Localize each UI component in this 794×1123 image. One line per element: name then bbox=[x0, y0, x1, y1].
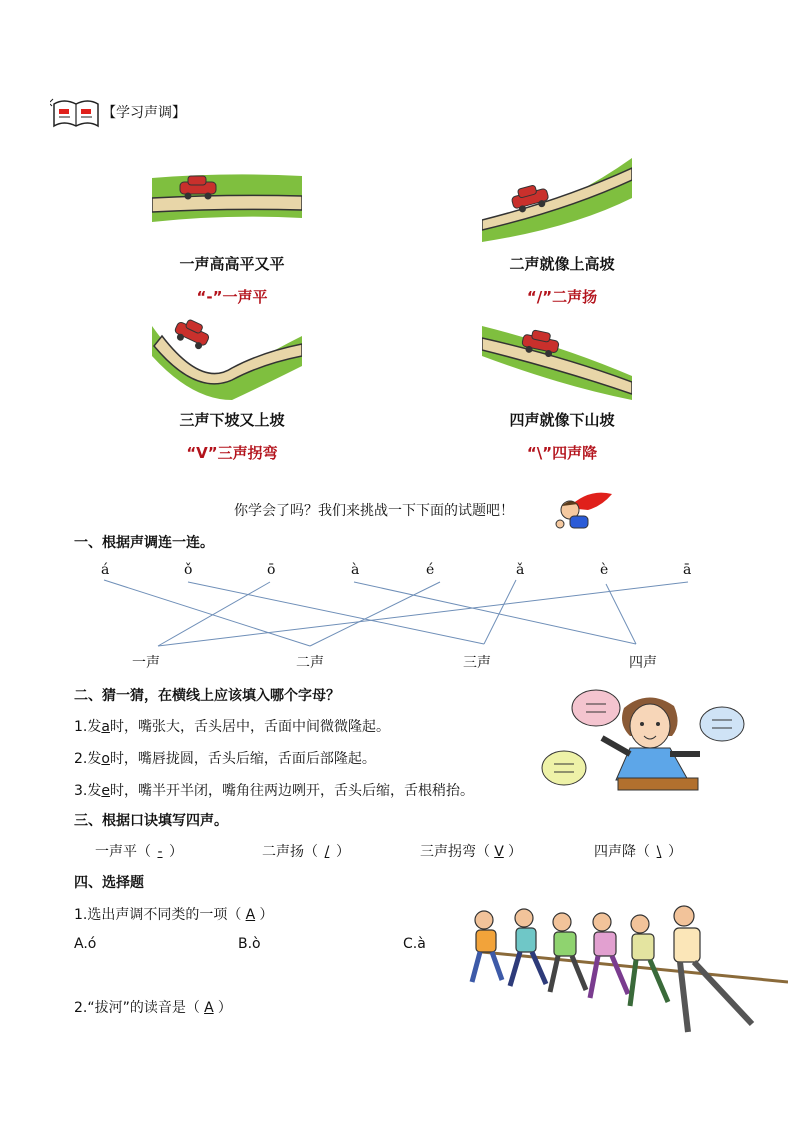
pinyin-8: ā bbox=[683, 562, 692, 578]
item-label: 四声降（ bbox=[594, 844, 650, 860]
answer-blank: A bbox=[245, 907, 256, 923]
tone4-title: 四声就像下山坡 bbox=[509, 411, 615, 429]
tone3-title: 三声下坡又上坡 bbox=[179, 411, 285, 429]
tone3-rule: “V”三声拐弯 bbox=[186, 444, 278, 462]
tone-label-1: 一声 bbox=[132, 655, 160, 671]
q-prefix: 3.发 bbox=[74, 783, 102, 799]
q-prefix: 1.发 bbox=[74, 719, 102, 735]
item-close: ） bbox=[508, 844, 522, 860]
answer-blank: \ bbox=[656, 844, 662, 860]
sec2-question-1 bbox=[74, 716, 390, 736]
q-text: 1.选出声调不同类的一项（ bbox=[74, 907, 242, 923]
answer-blank: A bbox=[204, 1000, 214, 1016]
intro-text: 你学会了吗？我们来挑战一下下面的试题吧！ bbox=[234, 503, 514, 519]
item-close: ） bbox=[336, 844, 350, 860]
section2-title: 二、猜一猜，在横线上应该填入哪个字母？ bbox=[74, 688, 340, 704]
tone1-title: 一声高高平又平 bbox=[179, 255, 285, 273]
pinyin-6: ǎ bbox=[516, 562, 525, 578]
pinyin-5: é bbox=[426, 562, 435, 578]
q-prefix: 2.发 bbox=[74, 751, 102, 767]
tug-of-war-illustration bbox=[462, 902, 788, 1052]
item-close: ） bbox=[668, 844, 682, 860]
tone-label-4: 四声 bbox=[629, 655, 657, 671]
sec2-question-3 bbox=[74, 780, 474, 800]
sec3-item-1 bbox=[95, 841, 183, 861]
option-c: C.à bbox=[403, 936, 426, 952]
sec2-question-2 bbox=[74, 748, 376, 768]
sec3-item-2 bbox=[262, 841, 350, 861]
item-label: 二声扬（ bbox=[262, 844, 318, 860]
tone2-title: 二声就像上高坡 bbox=[509, 255, 615, 273]
q-text: 2.“拔河”的读音是（ bbox=[74, 1000, 200, 1016]
tone2-rule: “/”二声扬 bbox=[526, 288, 598, 306]
tone4-rule: “\”四声降 bbox=[526, 444, 598, 462]
section3-title: 三、根据口诀填写四声。 bbox=[74, 813, 228, 829]
q-close: ） bbox=[259, 907, 274, 923]
option-b: B.ò bbox=[238, 936, 261, 952]
answer-blank: o bbox=[101, 751, 110, 767]
answer-blank: e bbox=[101, 783, 110, 799]
item-label: 一声平（ bbox=[95, 844, 151, 860]
pinyin-1: á bbox=[101, 562, 110, 578]
item-label: 三声拐弯（ bbox=[420, 844, 490, 860]
answer-blank: V bbox=[494, 844, 504, 860]
pinyin-4: à bbox=[351, 562, 360, 578]
tone-label-2: 二声 bbox=[296, 655, 324, 671]
sec3-item-4 bbox=[594, 841, 682, 861]
tone1-rule: “-”一声平 bbox=[196, 288, 268, 306]
item-close: ） bbox=[169, 844, 183, 860]
pinyin-3: ō bbox=[267, 562, 276, 578]
teacher-illustration bbox=[538, 684, 748, 794]
sec3-item-3 bbox=[420, 841, 522, 861]
tone-label-3: 三声 bbox=[463, 655, 491, 671]
sec4-question-1 bbox=[74, 904, 273, 924]
section4-title: 四、选择题 bbox=[74, 875, 144, 891]
q-text: 时，嘴半开半闭，嘴角往两边咧开，舌头后缩，舌根稍抬。 bbox=[109, 783, 474, 799]
pinyin-2: ǒ bbox=[184, 562, 193, 578]
page-title: 【学习声调】 bbox=[102, 105, 186, 121]
q-text: 时，嘴张大，舌头居中，舌面中间微微隆起。 bbox=[109, 719, 390, 735]
section1-title: 一、根据声调连一连。 bbox=[74, 535, 214, 551]
pinyin-7: è bbox=[600, 562, 609, 578]
q-text: 时，嘴唇拢圆，舌头后缩，舌面后部隆起。 bbox=[109, 751, 376, 767]
answer-blank: - bbox=[157, 844, 163, 860]
sec4-question-2 bbox=[74, 997, 232, 1017]
option-a: A.ó bbox=[74, 936, 97, 952]
answer-blank: / bbox=[324, 844, 330, 860]
q-close: ） bbox=[217, 1000, 232, 1016]
answer-blank: a bbox=[101, 719, 110, 735]
